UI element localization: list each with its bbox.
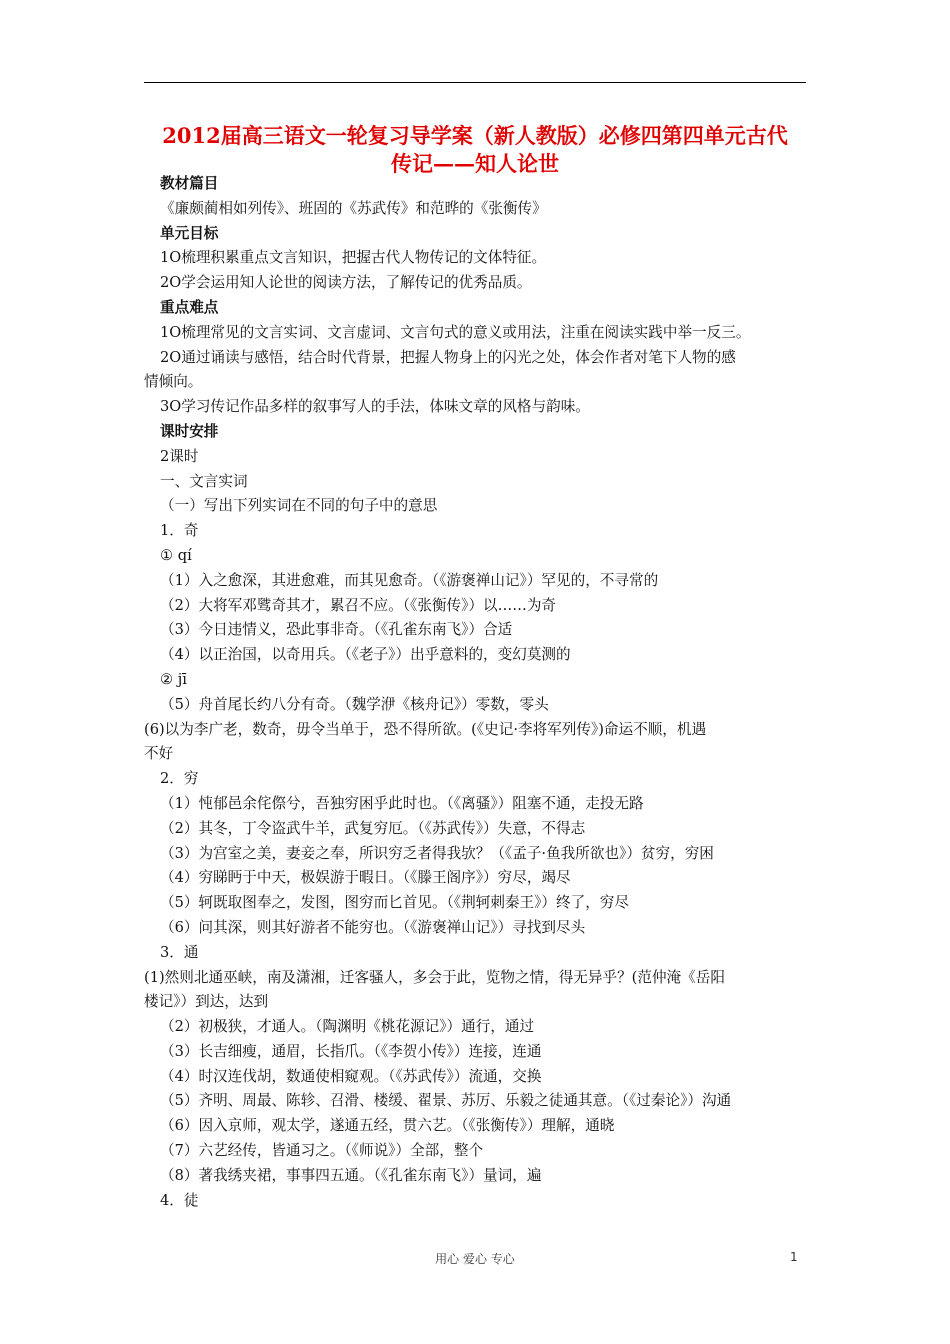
text-line: ① qí	[160, 546, 192, 564]
title-line-2: 传记——知人论世	[391, 151, 559, 176]
text-line: （1）入之愈深，其进愈难，而其见愈奇。（《游褒禅山记》）罕见的，不寻常的	[160, 571, 659, 589]
text-line: 2O学会运用知人论世的阅读方法，了解传记的优秀品质。	[160, 274, 532, 292]
text-line: 不好	[144, 745, 174, 763]
text-line: 2．穷	[160, 770, 199, 788]
text-line: （3）今日违情义，恐此事非奇。（《孔雀东南飞》）合适	[160, 621, 513, 639]
text-line: （2）其冬，丁令盗武牛羊，武复穷厄。（《苏武传》）失意，不得志	[160, 819, 586, 837]
text-line: （2）初极狭，才通人。（陶渊明《桃花源记》）通行，通过	[160, 1018, 535, 1036]
text-line: 4．徒	[160, 1191, 199, 1209]
text-line: (1)然则北通巫峡，南及潇湘，迁客骚人，多会于此，览物之情，得无异乎？(范仲淹《岳阳	[144, 968, 725, 986]
text-line: 1O梳理常见的文言实词、文言虚词、文言句式的意义或用法，注重在阅读实践中举一反三。	[160, 323, 751, 341]
header-rule	[144, 82, 806, 83]
text-line: 一、文言实词	[160, 472, 248, 490]
text-line: (6)以为李广老，数奇，毋令当单于，恐不得所欲。(《史记·李将军列传》)命运不顺，机遇	[144, 720, 707, 738]
text-line: 1O梳理积累重点文言知识，把握古代人物传记的文体特征。	[160, 249, 547, 267]
section-heading: 单元目标	[160, 224, 219, 242]
text-line: （4）以正治国，以奇用兵。（《老子》）出乎意料的，变幻莫测的	[160, 646, 571, 664]
text-line: （3）为宫室之美，妻妾之奉，所识穷乏者得我欤？（《孟子·鱼我所欲也》）贫穷，穷困	[160, 844, 714, 862]
document-title	[144, 122, 806, 178]
text-line: 楼记》）到达，达到	[144, 993, 269, 1011]
document-body	[144, 172, 808, 1213]
title-line-1: 2012届高三语文一轮复习导学案（新人教版）必修四第四单元古代	[162, 123, 788, 148]
text-line: （2）大将军邓骘奇其才，累召不应。（《张衡传》）以……为奇	[160, 596, 557, 614]
section-heading: 重点难点	[160, 298, 219, 316]
section-heading: 课时安排	[160, 422, 219, 440]
text-line: （5）齐明、周最、陈轸、召滑、楼缓、翟景、苏厉、乐毅之徒通其意。（《过秦论》）沟通	[160, 1092, 732, 1110]
text-line: 2课时	[160, 447, 199, 465]
text-line: ② jī	[160, 670, 187, 688]
text-line: 2O通过诵读与感悟，结合时代背景，把握人物身上的闪光之处，体会作者对笔下人物的感	[160, 348, 736, 366]
text-line: （4）时汉连伐胡，数通使相窥观。（《苏武传》）流通，交换	[160, 1067, 542, 1085]
text-line: 1．奇	[160, 522, 199, 540]
text-line: 情倾向。	[144, 373, 203, 391]
text-line: （5）轲既取图奉之，发图，图穷而匕首见。（《荆轲刺秦王》）终了，穷尽	[160, 894, 629, 912]
text-line: （3）长吉细瘦，通眉，长指爪。（《李贺小传》）连接，连通	[160, 1042, 542, 1060]
text-line: （一）写出下列实词在不同的句子中的意思	[160, 497, 438, 515]
text-line: （5）舟首尾长约八分有奇。（魏学洢《核舟记》）零数，零头	[160, 695, 549, 713]
section-heading: 教材篇目	[160, 175, 219, 192]
text-line: （7）六艺经传，皆通习之。（《师说》）全部，整个	[160, 1142, 484, 1160]
text-line: 《廉颇蔺相如列传》、班固的《苏武传》和范晔的《张衡传》	[160, 199, 547, 217]
text-line: 3．通	[160, 943, 199, 961]
footer-motto: 用心 爱心 专心	[435, 1252, 515, 1266]
text-line: （1）忳郁邑余侘傺兮，吾独穷困乎此时也。（《离骚》）阻塞不通，走投无路	[160, 794, 644, 812]
text-line: 3O学习传记作品多样的叙事写人的手法，体味文章的风格与韵味。	[160, 398, 590, 416]
text-line: （6）问其深，则其好游者不能穷也。（《游褒禅山记》）寻找到尽头	[160, 918, 586, 936]
page-number: 1	[790, 1250, 798, 1264]
text-line: （4）穷睇眄于中天，极娱游于暇日。（《滕王阁序》）穷尽，竭尽	[160, 869, 571, 887]
text-line: （6）因入京师，观太学，遂通五经，贯六艺。（《张衡传》）理解，通晓	[160, 1117, 615, 1135]
text-line: （8）著我绣夹裙，事事四五通。（《孔雀东南飞》）量词，遍	[160, 1166, 542, 1184]
